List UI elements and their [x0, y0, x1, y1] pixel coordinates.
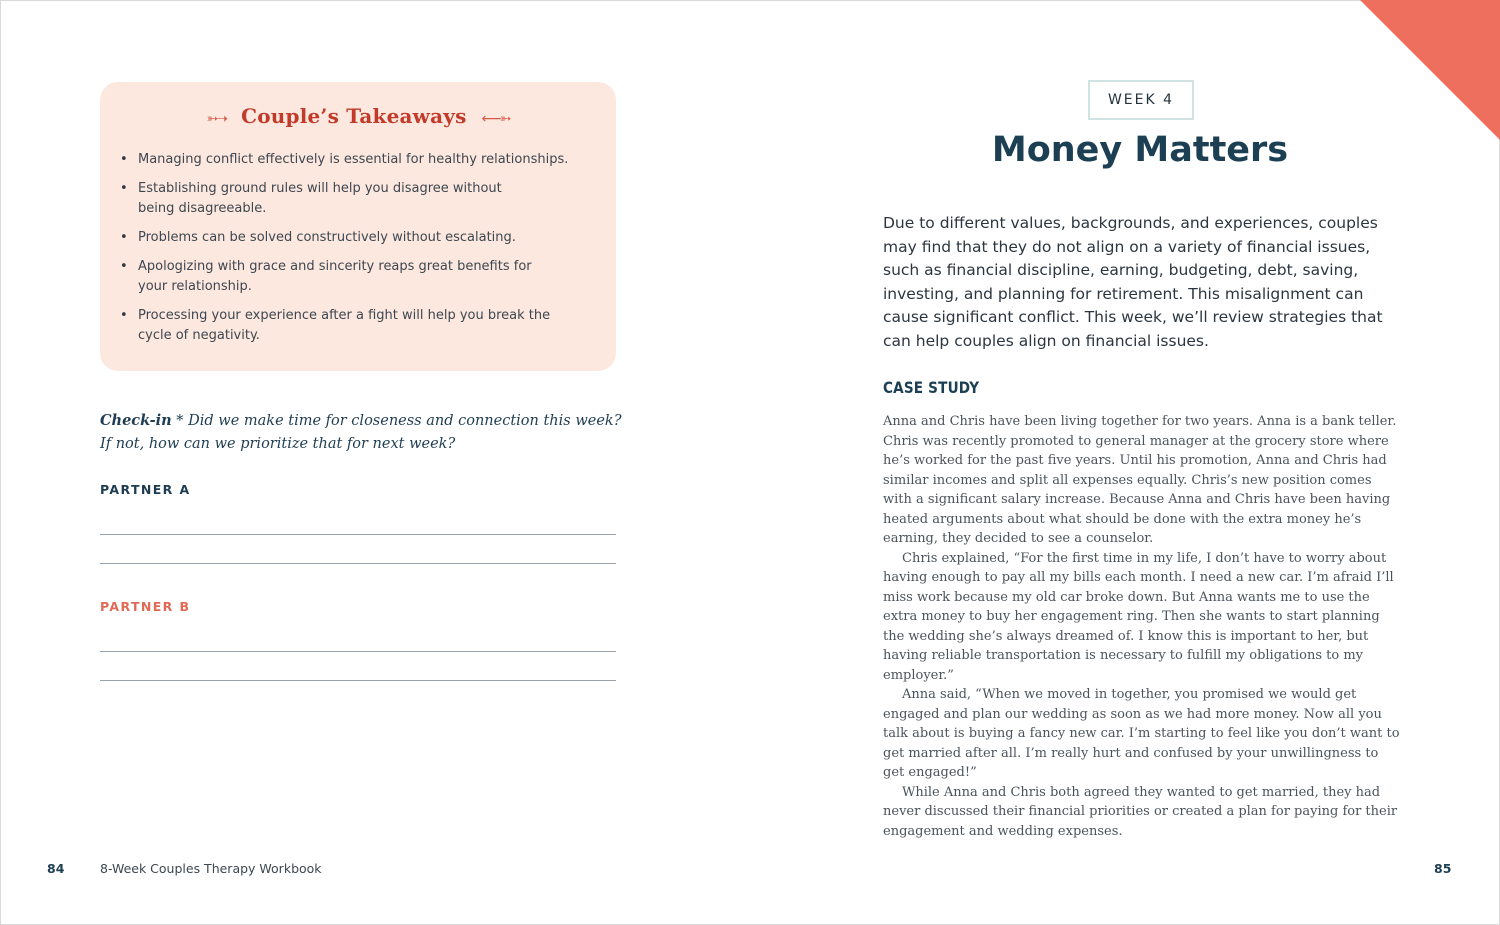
case-study-text: [883, 412, 1401, 841]
intro-paragraph: Due to different values, backgrounds, and experiences, couples may find that they do not align on a variety of financial issues, such as financial discipline, earning, budgeting, debt, saving, investing, and planning for retirement. This misalignment can cause significant conflict. This week, we’ll review strategies that can help couples align on financial issues.: [883, 214, 1383, 350]
partner-b-write-line-2[interactable]: [100, 680, 616, 681]
partner-a-label: PARTNER A: [100, 482, 191, 497]
takeaways-list: [120, 150, 590, 355]
case-paragraph: Anna and Chris have been living together for two years. Anna is a bank teller. Chris was recently promoted to general manager at the grocery store where he’s worked for the past five years. Until his promotion, Anna and Chris had similar incomes and split all expenses equally. Chris’s new position comes with a significant salary increase. Because Anna and Chris have been having heated arguments about what should be done with the extra money he’s earning, they decided to see a counselor.: [883, 414, 1397, 546]
chapter-title: Money Matters: [991, 130, 1289, 170]
list-item: • Apologizing with grace and sincerity reaps great benefits for your relationship.: [120, 257, 538, 297]
arrow-right-icon: ➳➝: [206, 110, 227, 127]
partner-a-write-line-1[interactable]: [100, 534, 616, 535]
list-item: • Processing your experience after a fight will help you break the cycle of negativity.: [120, 306, 578, 346]
page-number-right: 85: [1434, 861, 1452, 876]
running-head: 8-Week Couples Therapy Workbook: [100, 861, 322, 876]
corner-triangle-decoration: [1360, 0, 1500, 140]
week-label: WEEK 4: [1088, 80, 1194, 120]
case-study-heading: CASE STUDY: [883, 378, 980, 397]
list-item: • Managing conflict effectively is essential for healthy relationships.: [120, 150, 590, 170]
checkin-separator: *: [171, 413, 189, 429]
list-item: • Problems can be solved constructively without escalating.: [120, 228, 590, 248]
case-paragraph: Anna said, “When we moved in together, you promised we would get engaged and plan our wedding as soon as we had more money. Now all you talk about is buying a fancy new car. I’m starting to feel like you don’t want to get married after all. I’m really hurt and confused by your unwillingness to get engaged!”: [883, 687, 1400, 780]
partner-b-write-line-1[interactable]: [100, 651, 616, 652]
case-paragraph: Chris explained, “For the first time in my life, I don’t have to worry about having enough to pay all my bills each month. I need a new car. I’m afraid I’ll miss work because my old car broke down. But Anna wants me to use the extra money to buy her engagement ring. Then she wants to start planning the wedding she’s always dreamed of. I know this is important to her, but having reliable transportation is necessary to fulfill my obligations to my employer.”: [883, 550, 1394, 683]
takeaways-title: Couple’s Takeaways: [241, 104, 467, 128]
partner-a-write-line-2[interactable]: [100, 563, 616, 564]
list-item: • Establishing ground rules will help you disagree without being disagreeable.: [120, 179, 518, 219]
takeaways-box: [100, 82, 616, 371]
partner-b-label: PARTNER B: [100, 599, 191, 614]
takeaways-header: [100, 104, 616, 128]
checkin-label: Check-in: [100, 412, 172, 429]
checkin-question: Did we make time for closeness and connection this week? If not, how can we prioritize that for next week?: [100, 413, 622, 452]
case-paragraph: While Anna and Chris both agreed they wanted to get married, they had never discussed their financial priorities or created a plan for paying for their engagement and wedding expenses.: [883, 784, 1398, 839]
checkin-prompt: [100, 409, 630, 456]
arrow-left-icon: ⟵➳: [481, 110, 510, 127]
page-number-left: 84: [47, 861, 65, 876]
